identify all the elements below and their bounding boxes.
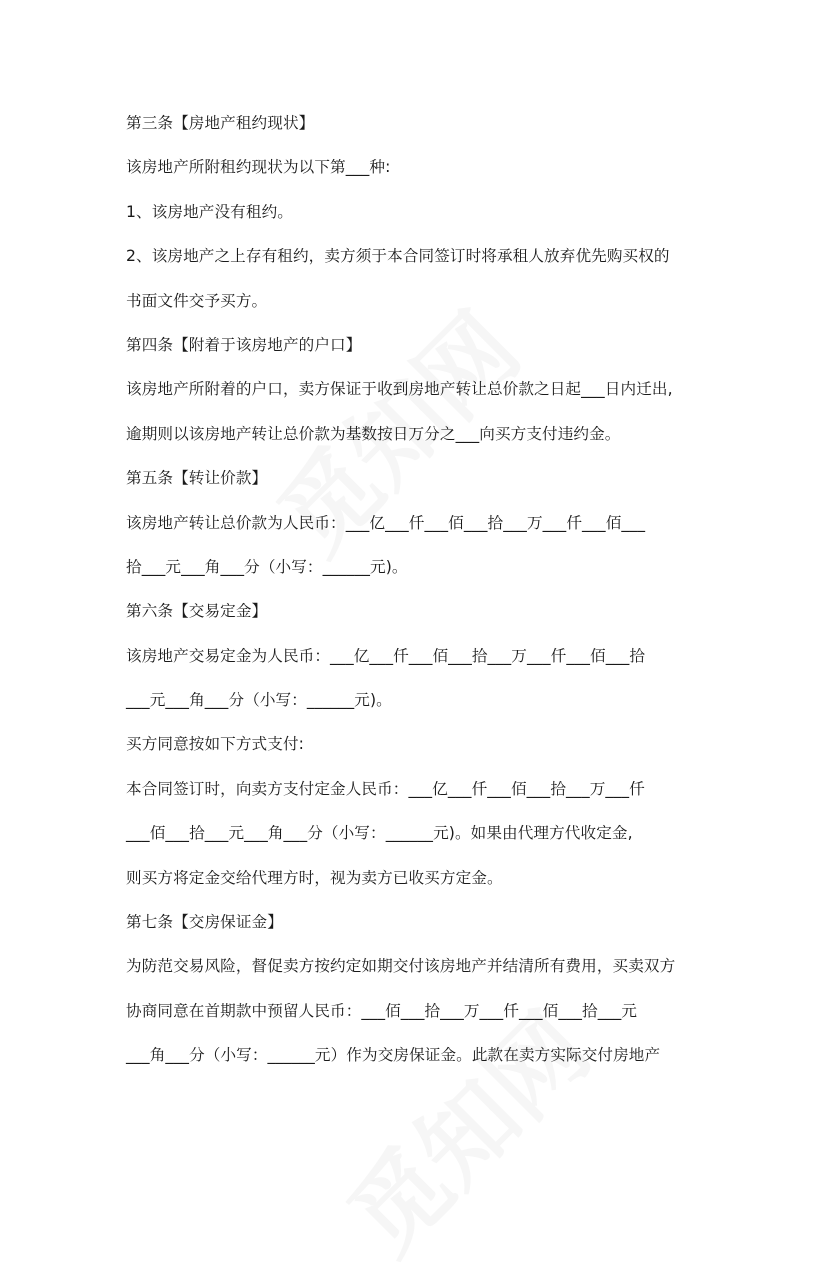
article-4-heading: 第四条【附着于该房地产的户口】 [126, 335, 362, 354]
paragraph-line: 拾___元___角___分（小写：______元)。 [126, 557, 408, 576]
paragraph-line: 1、该房地产没有租约。 [126, 202, 293, 221]
paragraph-line: 为防范交易风险，督促卖方按约定如期交付该房地产并结清所有费用，买卖双方 [126, 957, 676, 976]
paragraph-line: 本合同签订时，向卖方支付定金人民币：___亿___仟___佰___拾___万___仟 [126, 779, 645, 798]
article-6-heading: 第六条【交易定金】 [126, 602, 268, 621]
paragraph-line: 该房地产交易定金为人民币：___亿___仟___佰___拾___万___仟___佰___拾 [126, 646, 646, 665]
paragraph-line: ___角___分（小写：______元）作为交房保证金。此款在卖方实际交付房地产 [126, 1046, 661, 1065]
paragraph-line: 该房地产所附着的户口，卖方保证于收到房地产转让总价款之日起___日内迁出, [126, 380, 673, 399]
contract-body [126, 101, 726, 1078]
paragraph-line: 协商同意在首期款中预留人民币：___佰___拾___万___仟___佰___拾___元 [126, 1001, 638, 1020]
paragraph-line: 逾期则以该房地产转让总价款为基数按日万分之___向买方支付违约金。 [126, 424, 621, 443]
paragraph-line: 买方同意按如下方式支付: [126, 735, 304, 754]
paragraph-line: 书面文件交予买方。 [126, 291, 268, 310]
paragraph-line: 该房地产所附租约现状为以下第___种: [126, 158, 391, 177]
article-3-heading: 第三条【房地产租约现状】 [126, 114, 315, 132]
paragraph-line: ___佰___拾___元___角___分（小写：______元)。如果由代理方代收定金, [126, 824, 633, 843]
paragraph-line: ___元___角___分（小写：______元)。 [126, 691, 392, 710]
article-5-heading: 第五条【转让价款】 [126, 469, 268, 488]
paragraph-line: 则买方将定金交给代理方时，视为卖方已收买方定金。 [126, 868, 503, 887]
article-7-heading: 第七条【交房保证金】 [126, 913, 283, 932]
paragraph-line: 该房地产转让总价款为人民币：___亿___仟___佰___拾___万___仟___佰___ [126, 513, 646, 532]
paragraph-line: 2、该房地产之上存有租约，卖方须于本合同签订时将承租人放弃优先购买权的 [126, 247, 670, 266]
